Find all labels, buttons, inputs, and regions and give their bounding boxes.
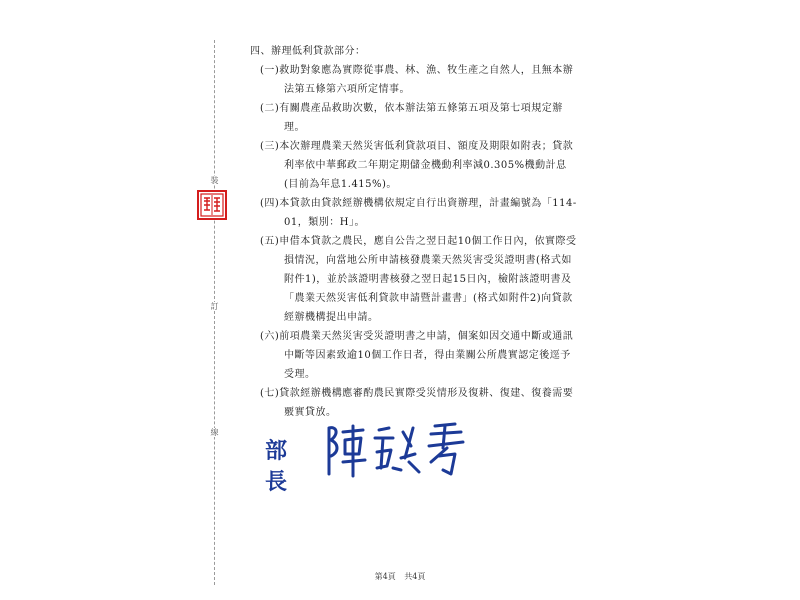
binding-char-xian: 線: [210, 428, 219, 437]
list-item-3: (三)本次辦理農業天然災害低利貸款項目、額度及期限如附表；貸款利率依中華郵政二年期定期儲金機動利率減0.305%機動計息(目前為年息1.415%)。: [260, 141, 574, 190]
page-number: 第4頁: [374, 572, 396, 581]
list-item-5: (五)申借本貸款之農民，應自公告之翌日起10個工作日內，依實際受損情況，向當地公所申請核發農業天然災害受災證明書(格式如附件1)，並於該證明書核發之翌日起15日內，檢附該證明書及「農業天然災害低利貸款申請暨計畫書」(格式如附件2)向貸款經辦機構提出申請。: [260, 236, 577, 323]
binding-char-ding: 訂: [210, 302, 219, 311]
red-seal-stamp: [197, 190, 227, 220]
list-item-7: (七)貸款經辦機構應審酌農民實際受災情形及復耕、復建、復養需要覈實貸放。: [260, 388, 574, 418]
page-footer: [0, 571, 800, 582]
list-item-4: (四)本貸款由貸款經辦機構依規定自行出資辦理，計畫編號為「114-01，類別：H」。: [260, 198, 577, 228]
list-item-2: (二)有關農產品救助次數，依本辦法第五條第五項及第七項規定辦理。: [260, 103, 563, 133]
list-item-6: (六)前項農業天然災害受災證明書之申請，個案如因交通中斷或通訊中斷等因素致逾10個工作日者，得由業關公所農實認定後逕予受理。: [260, 331, 574, 380]
section-heading: 四、辦理低利貸款部分：: [250, 46, 366, 57]
seal-icon: [199, 192, 225, 218]
document-body: [250, 42, 580, 422]
handwritten-signature-icon: [323, 418, 473, 478]
page-total: 共4頁: [404, 572, 426, 581]
signature-title: 部長: [265, 439, 292, 495]
binding-char-zhuang: 裝: [210, 176, 219, 185]
list-item-1: (一)救助對象應為實際從事農、林、漁、牧生產之自然人，且無本辦法第五條第六項所定情事。: [260, 65, 574, 95]
binding-line: [214, 40, 215, 585]
